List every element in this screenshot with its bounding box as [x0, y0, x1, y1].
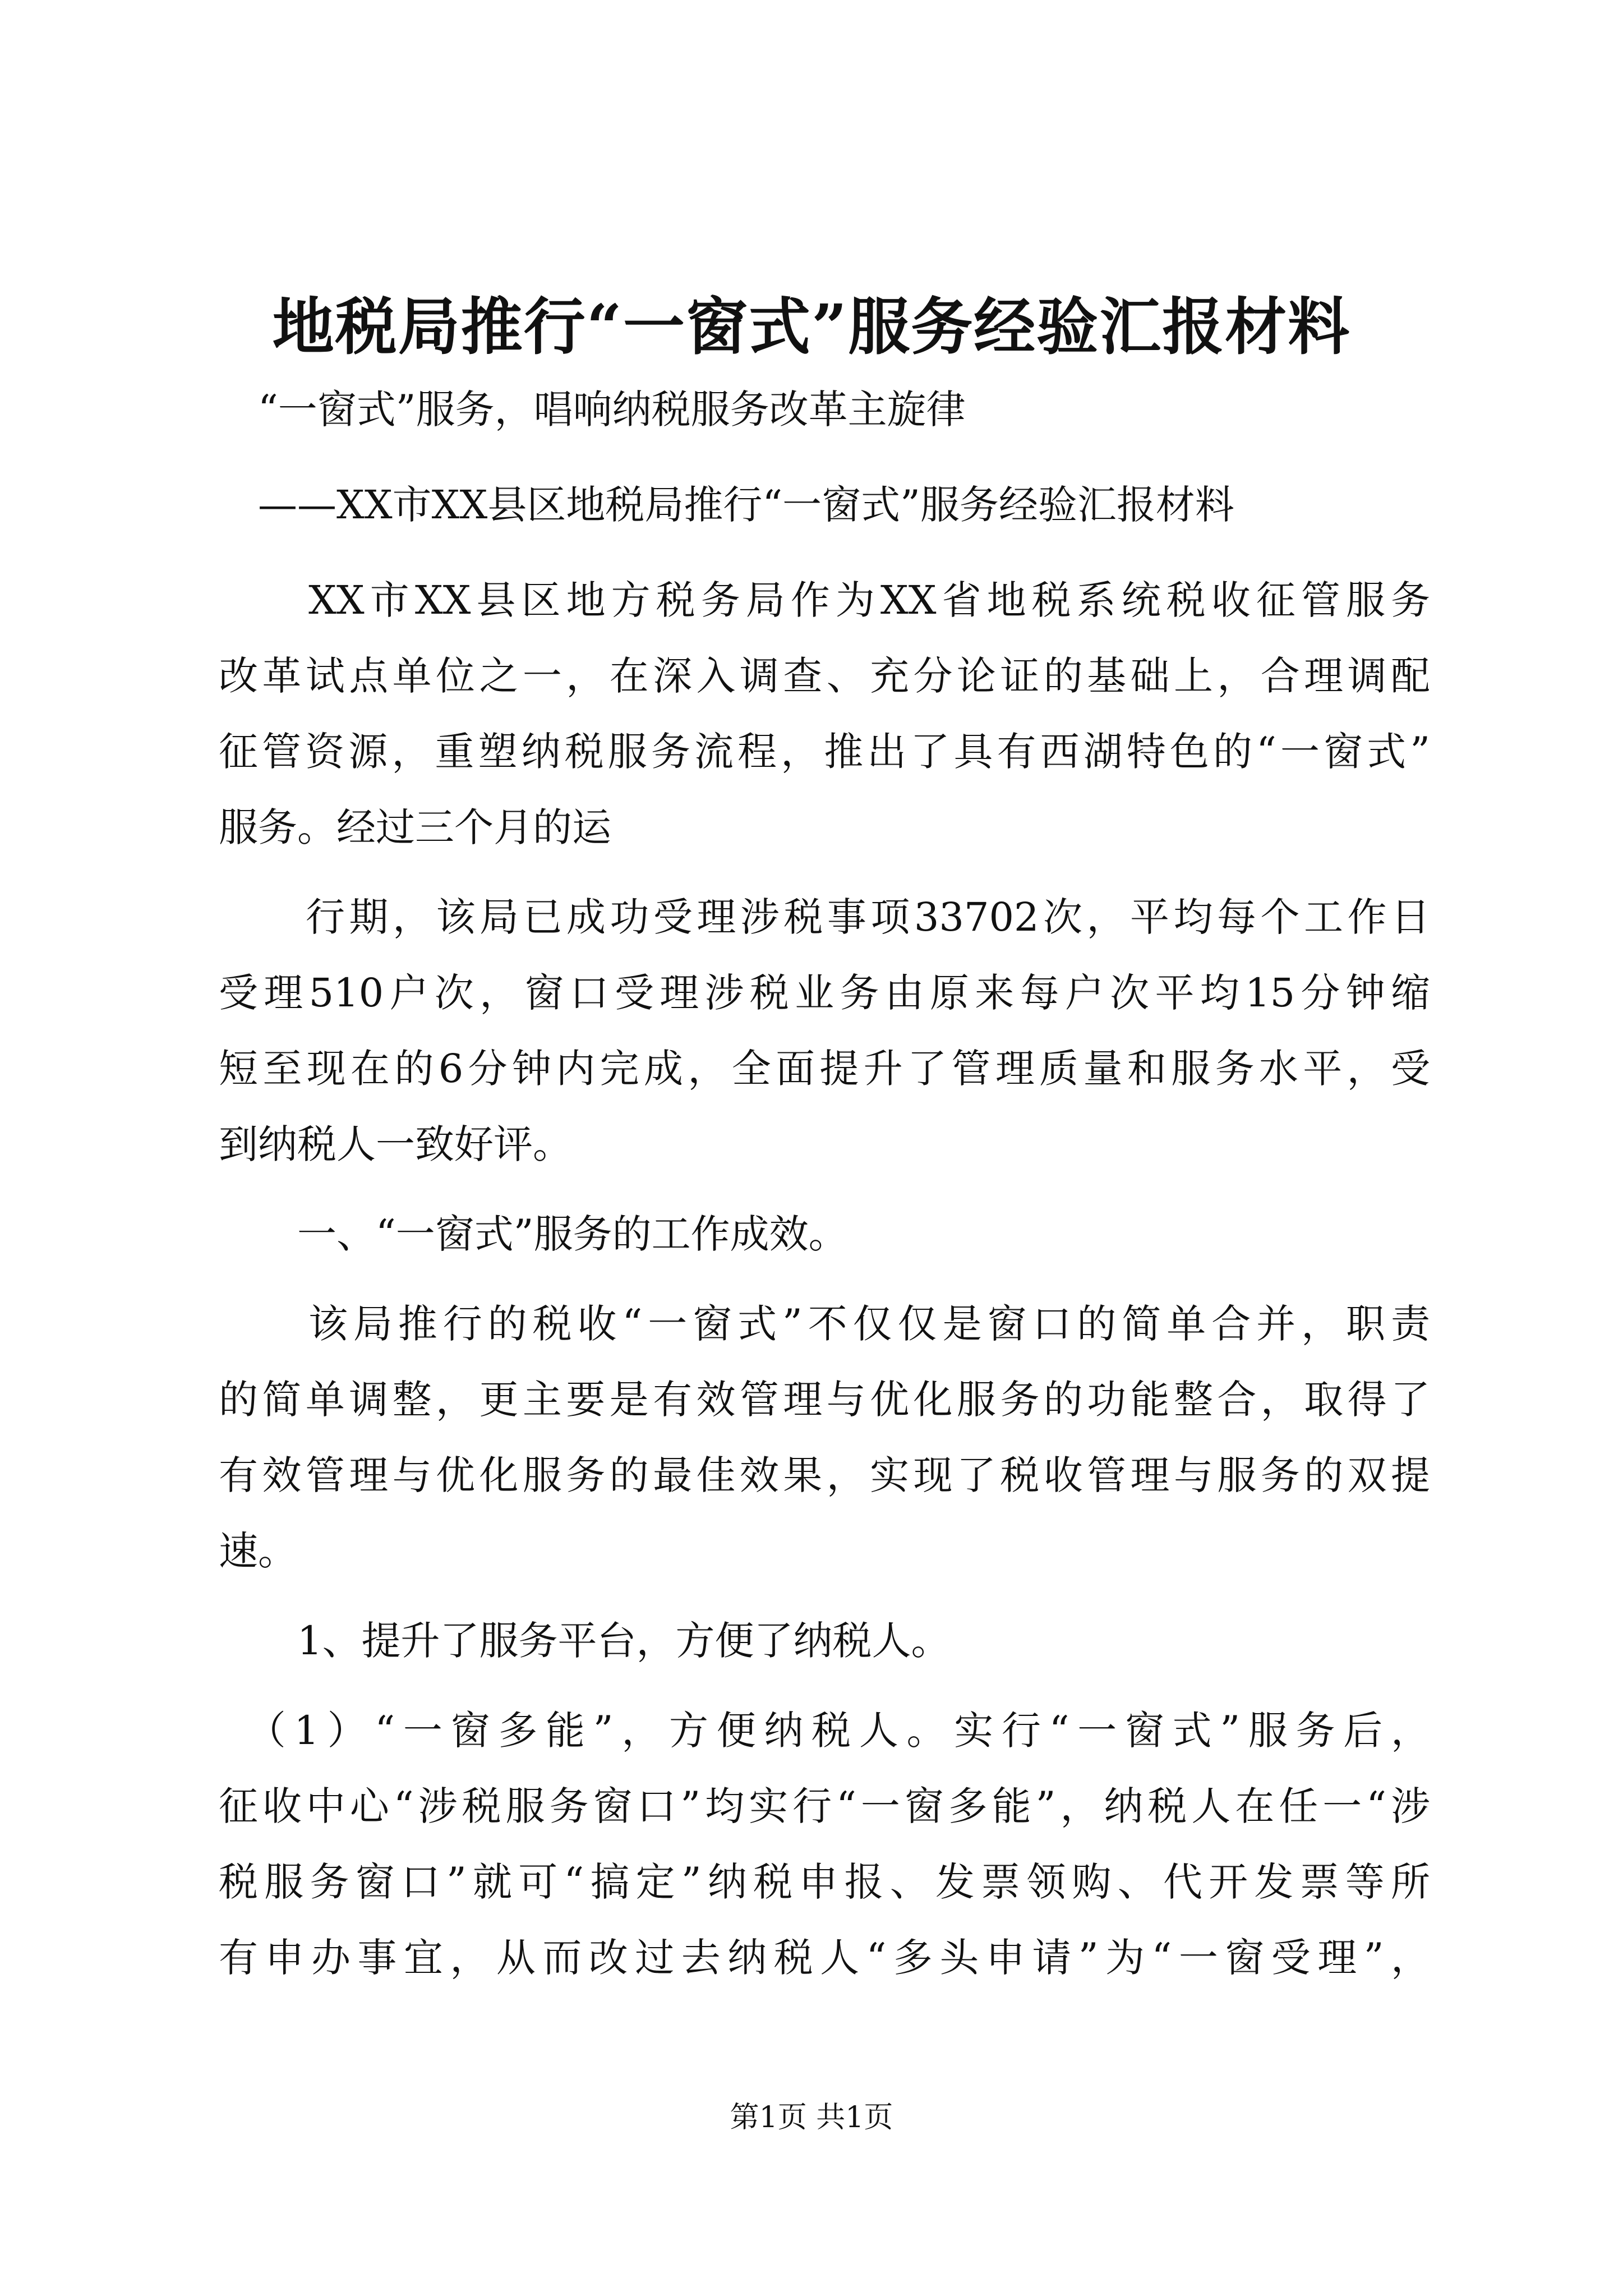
body-line: 该局推行的税收“一窗式”不仅仅是窗口的简单合并，职责 — [219, 1301, 1430, 1347]
subtitle-line: “一窗式”服务，唱响纳税服务改革主旋律 — [219, 386, 966, 432]
body-line: 行期，该局已成功受理涉税事项33702次，平均每个工作日 — [219, 894, 1430, 940]
body-line: 服务。经过三个月的运 — [219, 804, 611, 850]
section-heading: 一、“一窗式”服务的工作成效。 — [219, 1211, 848, 1257]
body-line: 征收中心“涉税服务窗口”均实行“一窗多能”，纳税人在任一“涉 — [219, 1783, 1430, 1829]
body-line: 税服务窗口”就可“搞定”纳税申报、发票领购、代开发票等所 — [219, 1859, 1430, 1905]
body-line: 速。 — [219, 1528, 297, 1574]
document-title: 地税局推行“一窗式”服务经验汇报材料 — [272, 291, 1351, 363]
body-line: 有申办事宜，从而改过去纳税人“多头申请”为“一窗受理”， — [219, 1935, 1430, 1981]
subsection-heading: 1、提升了服务平台，方便了纳税人。 — [219, 1618, 951, 1664]
page-footer: 第1页 共1页 — [730, 2101, 893, 2134]
body-line: 受理510户次，窗口受理涉税业务由原来每户次平均15分钟缩 — [219, 970, 1430, 1016]
body-line: XX市XX县区地方税务局作为XX省地税系统税收征管服务 — [219, 577, 1430, 623]
body-line: 改革试点单位之一，在深入调查、充分论证的基础上，合理调配 — [219, 653, 1430, 699]
body-line: 有效管理与优化服务的最佳效果，实现了税收管理与服务的双提 — [219, 1452, 1430, 1498]
body-line: 短至现在的6分钟内完成，全面提升了管理质量和服务水平，受 — [219, 1046, 1430, 1092]
body-line: 征管资源，重塑纳税服务流程，推出了具有西湖特色的“一窗式” — [219, 729, 1430, 775]
body-line: （1）“一窗多能”，方便纳税人。实行“一窗式”服务后， — [219, 1708, 1430, 1754]
body-line: 到纳税人一致好评。 — [219, 1121, 572, 1167]
body-line: 的简单调整，更主要是有效管理与优化服务的功能整合，取得了 — [219, 1377, 1430, 1423]
subtitle-line: ——XX市XX县区地税局推行“一窗式”服务经验汇报材料 — [219, 482, 1234, 528]
